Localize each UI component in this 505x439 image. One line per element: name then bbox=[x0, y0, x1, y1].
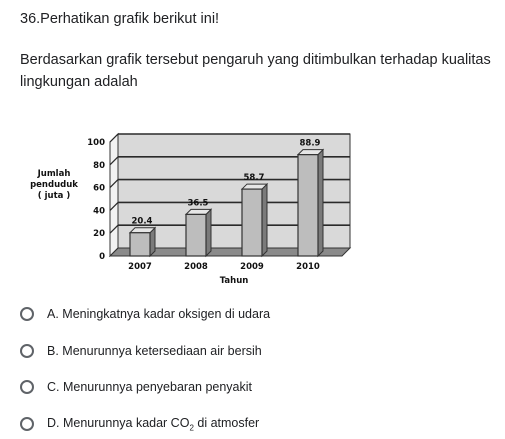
bar-value-label: 88.9 bbox=[299, 138, 321, 149]
x-tick-label: 2007 bbox=[128, 262, 152, 272]
radio-circle-icon[interactable] bbox=[20, 344, 34, 358]
y-tick-label: 20 bbox=[93, 229, 105, 240]
chart-side-wall bbox=[110, 134, 118, 256]
y-tick-label: 100 bbox=[87, 138, 105, 148]
question-title: 36.Perhatikan grafik berikut ini! bbox=[20, 11, 220, 27]
y-axis-label: ( juta ) bbox=[37, 191, 71, 201]
x-tick-label: 2010 bbox=[296, 262, 320, 272]
option-a[interactable] bbox=[20, 302, 270, 326]
option-b[interactable] bbox=[20, 339, 262, 363]
question-text: Berdasarkan grafik tersebut pengaruh yang ditimbulkan terhadap kualitas lingkungan adalah bbox=[20, 52, 491, 90]
bar-side bbox=[206, 209, 211, 256]
bar bbox=[298, 155, 318, 256]
bar bbox=[242, 189, 262, 256]
option-d-label: D. Menurunnya kadar $CO_2$ di atmosfer bbox=[47, 415, 260, 433]
option-d[interactable] bbox=[20, 412, 259, 436]
y-axis-label: penduduk bbox=[30, 180, 78, 190]
y-tick-label: 40 bbox=[93, 206, 105, 217]
radio-circle-icon[interactable] bbox=[20, 307, 34, 321]
x-axis-label: Tahun bbox=[219, 276, 249, 286]
option-a-label: A. Meningkatnya kadar oksigen di udara bbox=[47, 307, 271, 321]
bar-side bbox=[262, 184, 267, 256]
bar bbox=[130, 233, 150, 256]
bar bbox=[186, 214, 206, 256]
x-tick-label: 2009 bbox=[240, 262, 264, 272]
y-tick-label: 80 bbox=[93, 160, 105, 171]
option-c-label: C. Menurunnya penyebaran penyakit bbox=[47, 380, 253, 394]
bar-value-label: 36.5 bbox=[187, 198, 209, 209]
bar-top bbox=[130, 228, 155, 233]
bar-side bbox=[318, 150, 323, 256]
radio-circle-icon[interactable] bbox=[20, 417, 34, 431]
y-axis-label: Jumlah bbox=[37, 169, 71, 179]
y-tick-label: 60 bbox=[93, 183, 105, 194]
bar-top bbox=[242, 184, 267, 189]
y-tick-label: 0 bbox=[99, 252, 105, 262]
option-c[interactable] bbox=[20, 375, 252, 399]
bar-value-label: 20.4 bbox=[131, 216, 153, 227]
bar-top bbox=[298, 150, 323, 155]
population-bar-chart bbox=[22, 120, 362, 295]
x-tick-label: 2008 bbox=[184, 262, 208, 272]
bar-value-label: 58.7 bbox=[243, 173, 265, 184]
bar-top bbox=[186, 209, 211, 214]
radio-circle-icon[interactable] bbox=[20, 380, 34, 394]
option-b-label: B. Menurunnya ketersediaan air bersih bbox=[47, 344, 262, 358]
